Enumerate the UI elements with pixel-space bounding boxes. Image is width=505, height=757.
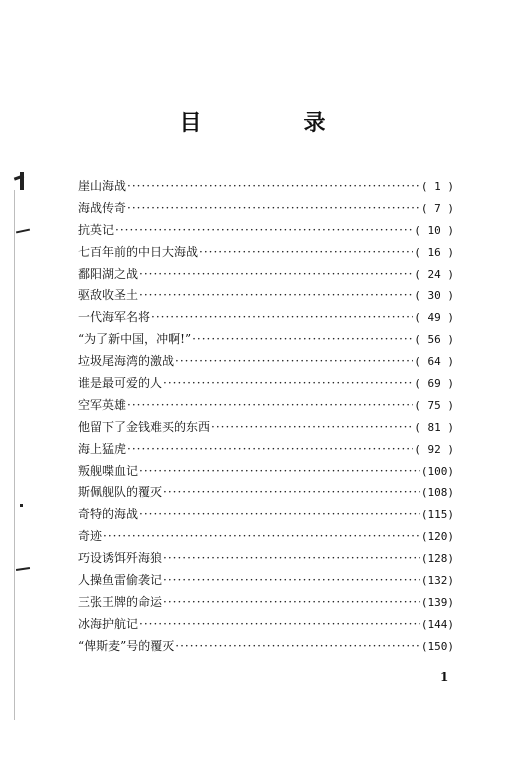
toc-entry-page: (100)	[420, 464, 454, 478]
toc-leader-dots	[139, 614, 420, 636]
toc-entry	[78, 307, 454, 329]
toc-leader-dots	[115, 220, 413, 242]
toc-entry	[78, 198, 454, 220]
toc-entry	[78, 636, 454, 658]
toc-entry-page: (139)	[420, 595, 454, 609]
scan-artifact	[20, 172, 24, 190]
toc-entry-title: 驱敌收圣土	[78, 288, 139, 303]
toc-entry	[78, 439, 454, 461]
toc-entry	[78, 592, 454, 614]
toc-entry-page: ( 49 )	[414, 311, 454, 325]
toc-leader-dots	[127, 439, 413, 461]
toc-entry-page: ( 10 )	[414, 223, 454, 237]
toc-entry	[78, 176, 454, 198]
toc-entry-title: 奇迹	[78, 529, 103, 544]
toc-entry-title: 垃圾尾海湾的激战	[78, 354, 175, 369]
toc-leader-dots	[151, 307, 413, 329]
toc-entry-title: 海上猛虎	[78, 441, 127, 456]
toc-leader-dots	[103, 526, 420, 548]
toc-leader-dots	[139, 504, 420, 526]
toc-leader-dots	[192, 329, 413, 351]
toc-entry-title: 叛舰喋血记	[78, 463, 139, 478]
toc-entry	[78, 264, 454, 286]
toc-entry	[78, 504, 454, 526]
toc-entry-page: ( 30 )	[414, 289, 454, 303]
toc-entry-page: ( 75 )	[414, 398, 454, 412]
toc-entry-page: ( 56 )	[414, 333, 454, 347]
toc-leader-dots	[211, 417, 413, 439]
toc-entry-page: ( 92 )	[414, 442, 454, 456]
page-number: 1	[440, 670, 449, 684]
toc-leader-dots	[139, 264, 413, 286]
toc-leader-dots	[127, 395, 413, 417]
toc-entry-title: 斯佩舰队的覆灭	[78, 485, 163, 500]
toc-entry-page: ( 16 )	[414, 245, 454, 259]
toc-entry-page: ( 24 )	[414, 267, 454, 281]
toc-entry-title: 奇特的海战	[78, 507, 139, 522]
toc-entry-title: 抗英记	[78, 222, 115, 237]
toc-entry-page: (128)	[420, 552, 454, 566]
toc-entry	[78, 329, 454, 351]
toc-entry-page: (120)	[420, 530, 454, 544]
toc-entry-title: 崖山海战	[78, 179, 127, 193]
toc-entry-title: 他留下了金钱难买的东西	[78, 419, 211, 434]
toc-entry-page: (115)	[420, 508, 454, 522]
toc-entry	[78, 548, 454, 570]
toc-entry	[78, 417, 454, 439]
toc-leader-dots	[175, 351, 413, 373]
toc-entry-page: ( 1 )	[420, 180, 454, 193]
toc-entry-title: 巧设诱饵歼海狼	[78, 551, 163, 566]
toc-entry	[78, 570, 454, 592]
toc-entry-title: 鄱阳湖之战	[78, 266, 139, 281]
toc-leader-dots	[163, 373, 413, 395]
toc-leader-dots	[139, 461, 420, 483]
scan-margin-line	[14, 190, 15, 720]
scan-artifact	[20, 504, 23, 507]
toc-entry	[78, 220, 454, 242]
toc-entry-title: 冰海护航记	[78, 616, 139, 631]
toc-leader-dots	[139, 285, 413, 307]
toc-entry-title: 谁是最可爱的人	[78, 376, 163, 391]
toc-leader-dots	[127, 176, 420, 198]
scan-artifact	[16, 567, 30, 571]
toc-entry-title: 人操鱼雷偷袭记	[78, 573, 163, 588]
toc-entry-title: “为了新中国，冲啊!”	[78, 332, 192, 347]
toc-leader-dots	[163, 548, 420, 570]
scan-artifact	[16, 229, 30, 234]
toc-entry-page: ( 64 )	[414, 355, 454, 369]
toc-leader-dots	[175, 636, 420, 658]
toc-entry-page: ( 69 )	[414, 377, 454, 391]
toc-entry	[78, 242, 454, 264]
toc-leader-dots	[163, 592, 420, 614]
page-title: 目 录	[179, 111, 366, 136]
toc-entry-page: (108)	[420, 486, 454, 500]
toc-leader-dots	[163, 570, 420, 592]
toc-entry	[78, 614, 454, 636]
toc-entry	[78, 482, 454, 504]
toc-entry	[78, 461, 454, 483]
toc-entry-title: 七百年前的中日大海战	[78, 244, 199, 259]
toc-leader-dots	[163, 482, 420, 504]
toc-entry-title: “俾斯麦”号的覆灭	[78, 638, 175, 653]
toc-entry	[78, 395, 454, 417]
toc-entry-title: 海战传奇	[78, 200, 127, 215]
toc-entry-page: ( 7 )	[420, 201, 454, 215]
toc-entry-page: (132)	[420, 574, 454, 588]
toc-entry	[78, 285, 454, 307]
toc-entry-page: (144)	[420, 617, 454, 631]
toc-leader-dots	[199, 242, 413, 264]
toc-entry-title: 三张王牌的命运	[78, 594, 163, 609]
toc-entry	[78, 373, 454, 395]
toc-entry-page: (150)	[420, 639, 454, 653]
toc-entry	[78, 526, 454, 548]
toc-leader-dots	[127, 198, 420, 220]
table-of-contents	[78, 176, 454, 658]
toc-entry-title: 空军英雄	[78, 397, 127, 412]
toc-entry	[78, 351, 454, 373]
toc-entry-title: 一代海军名将	[78, 310, 151, 325]
toc-entry-page: ( 81 )	[414, 420, 454, 434]
